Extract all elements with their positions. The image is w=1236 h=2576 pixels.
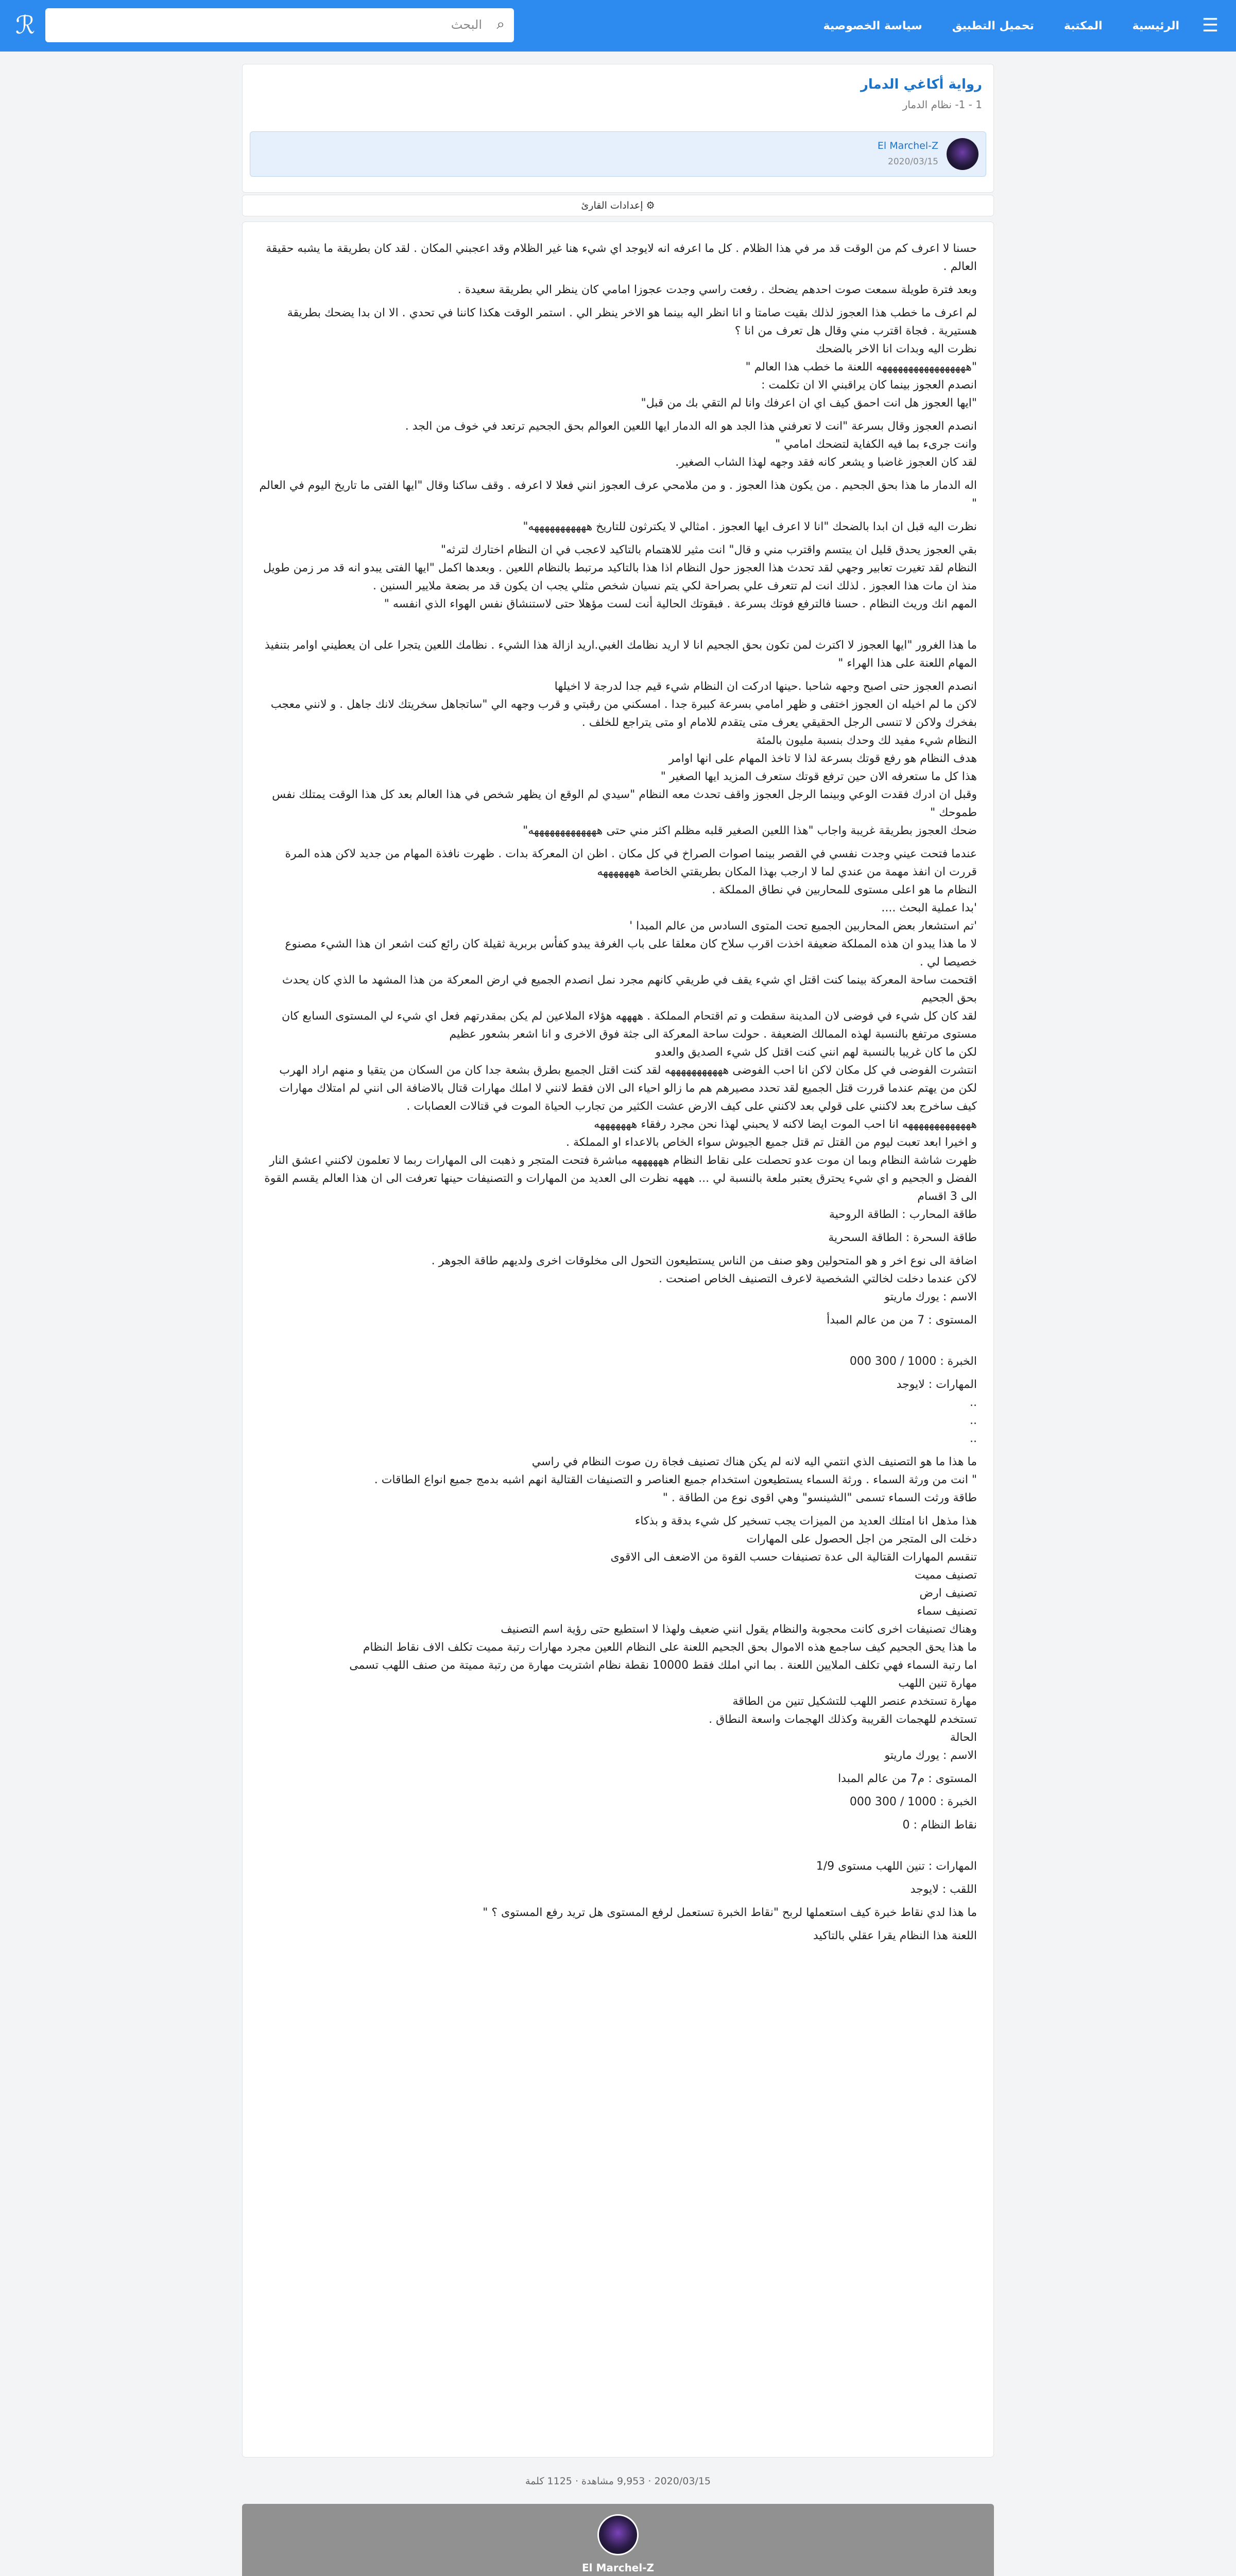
author-panel (242, 2504, 994, 2576)
publish-date: 2020/03/15 (888, 157, 938, 167)
chapter-paragraph: المستوى : م7 من عالم المبدا (838, 1772, 977, 1785)
chapter-paragraph: انصدم العجوز وقال بسرعة "انت لا تعرفني هذا الجد هو اله الدمار ايها اللعين العوالم بحق الجحيم ترتعد في خوف من الجد . وانت جرىء بما فيه الكفاية لتضحك امامي " لقد كان العجوز غاضبا و يشعر كانه فقد وجهه لهذا الشاب الصغير. (405, 420, 977, 469)
gear-icon: ⚙ (646, 200, 655, 211)
logo-icon[interactable]: ℛ (15, 11, 36, 40)
chapter-paragraph: الخبرة : 1000 / 300 000 (849, 1795, 977, 1808)
menu-icon[interactable]: ☰ (1201, 15, 1219, 36)
chapter-paragraph (259, 1839, 977, 1857)
chapter-paragraph: بقي العجوز يحدق قليل ان يبتسم واقترب مني و قال" انت مثير للاهتمام بالتاكيد لاعجب في ان النظام اختارك لترثه" النظام لقد تغيرت تعابير وجهي لقد تحدث هذا العجوز حول النظام اذا هذا بالتاكيد مرتبط بالنظام اللعين . وبعدها اكمل "ايها الفتى يبدو انه قد مر زمن طويل منذ ان مات هذا العجوز . لذلك انت لم تتعرف علي بصراحة لكي يتم نسيان شخص مثلي يجب ان يكون قد مر بضعة ملايير السنين . المهم انك وريث النظام . حسنا فالترفع فوتك بسرعة . فبقوتك الحالية أنت لست مؤهلا حتى لاستنشاق نفس الهواء الذي انفسه " (263, 544, 977, 611)
chapter-paragraph: نظرت اليه قبل ان ابدا بالضحك "انا لا اعرف ايها العجوز . امثالي لا يكترثون للتاريخ هههههههههههه" (523, 520, 977, 533)
chapter-paragraph: المستوى : 7 من من عالم المبدأ (827, 1314, 977, 1327)
author-box[interactable] (250, 131, 986, 177)
meta-date: 2020/03/15 (654, 2476, 711, 2487)
chapter-paragraph (259, 618, 977, 636)
main-nav (823, 0, 1179, 52)
reader-settings-label (243, 200, 993, 211)
top-bar (0, 0, 1236, 52)
nav-home[interactable]: الرئيسية (1132, 19, 1179, 32)
nav-privacy-policy[interactable]: سياسة الخصوصية (823, 19, 922, 32)
chapter-paragraph: اللقب : لايوجد (910, 1883, 977, 1896)
avatar[interactable] (947, 138, 978, 170)
chapter-subtitle: 1 - 1- نظام الدمار (902, 98, 982, 111)
author-panel-name[interactable]: El Marchel-Z (581, 2562, 655, 2574)
chapter-paragraph: هذا مذهل انا امتلك العديد من الميزات يجب تسخير كل شيء بدقة و بذكاء دخلت الى المتجر من اجل الحصول على المهارات تنقسم المهارات القتالية الى عدة تصنيفات حسب القوة من الاضعف الى الاقوى تصنيف مميت تصنيف ارض تصنيف سماء وهناك تصنيفات اخرى كانت محجوبة والنظام يقول انني ضعيف ولهذا لا استطيع حتى رؤية اسم التصنيف ما هذا يحق الجحيم كيف ساجمع هذه الاموال بحق الجحيم اللعنة على النظام اللعين مجرد مهارات رتبة مميت تكلف الاف نقاط النظام اما رتبة السماء فهي تكلف الملايين اللعنة . بما اني املك فقط 10000 نقطة نظام اشتريت مهارة من رتبة مميتة من صنف اللهب تسمى مهارة تنين اللهب مهارة تستخدم عنصر اللهب للتشكيل تنين من الطاقة تستخدم للهجمات القريبة وكذلك الهجمات واسعة النطاق . الحالة الاسم : يورك ماريتو (349, 1515, 977, 1762)
chapter-paragraph: المهارات : تنين اللهب مستوى 1/9 (816, 1860, 977, 1873)
chapter-content (242, 222, 994, 2458)
chapter-paragraph: الخبرة : 1000 / 300 000 (849, 1355, 977, 1368)
chapter-paragraph: ما هذا لدي نقاط خبرة كيف استعملها لربح "نقاط الخبرة تستعمل لرفع المستوى هل تريد رفع المستوى ؟ " (483, 1906, 977, 1919)
meta-words: 1125 كلمة (525, 2476, 572, 2487)
reader-settings-text: إعدادات القارئ (581, 200, 643, 211)
meta-views: 9,953 مشاهدة (581, 2476, 645, 2487)
search-icon[interactable]: ⌕ (496, 15, 505, 32)
chapter-paragraph (259, 1334, 977, 1352)
reader-settings-button[interactable] (242, 195, 994, 216)
chapter-text (259, 240, 977, 1950)
novel-title[interactable]: رواية أكاغي الدمار (860, 77, 982, 92)
meta-separator: · (648, 2476, 651, 2487)
chapter-paragraph: وبعد فترة طويلة سمعت صوت احدهم يضحك . رفعت راسي وجدت عجوزا امامي كان ينظر الي بطريقة سعيدة . (457, 283, 977, 296)
chapter-paragraph: ما هذا الغرور "ايها العجوز لا اكترث لمن تكون بحق الجحيم انا لا اريد نظامك الغبي.اريد ازالة هذا الشيء . نظامك اللعين يتجرا على ان يعطيني اوامر بتنفيذ المهام اللعنة على هذا الهراء " (265, 639, 977, 670)
chapter-paragraph: ما هذا ما هو التصنيف الذي انتمي اليه لانه لم يكن هناك تصنيف فجاة رن صوت النظام في راسي " انت من ورثة السماء . ورثة السماء يستطيعون استخدام جميع العناصر و التصنيفات القتالية انهم اشبه بدمج جميع انواع الطاقات . طاقة ورثت السماء تسمى "الشينسو" وهي اقوى نوع من الطاقة . " (374, 1455, 977, 1504)
search-input[interactable] (45, 8, 514, 42)
chapter-paragraph: اله الدمار ما هذا بحق الجحيم . من يكون هذا العجوز . و من ملامحي عرف العجوز انني فعلا لا اعرفه . وقف ساكنا وقال "ايها الفتى ما تاريخ اليوم في العالم " (259, 479, 977, 510)
search-placeholder: البحث (451, 18, 482, 32)
chapter-paragraph: طاقة السحرة : الطاقة السحرية (828, 1231, 977, 1244)
chapter-paragraph: لم اعرف ما خطب هذا العجوز لذلك بقيت صامتا و انا انظر اليه بينما هو الاخر ينظر الي . استمر الوقت هكذا كاننا في تحدي . الا ان بدا يضحك بطريقة هستيرية . فجاة اقترب مني وقال هل تعرف من انا ؟ نظرت اليه وبدات انا الاخر بالضحك "هههههههههههههههههه اللعنة ما خطب هذا العالم " انصدم العجوز بينما كان يراقبني الا ان تكلمت : "ايها العجوز هل انت احمق كيف اي ان اعرفك وانا لم التقي بك من قبل" (287, 307, 977, 410)
chapter-header (242, 64, 994, 193)
meta-separator: · (575, 2476, 578, 2487)
chapter-paragraph: المهارات : لايوجد .. .. .. (896, 1378, 977, 1445)
chapter-meta (242, 2476, 994, 2487)
author-name[interactable]: El Marchel-Z (877, 140, 938, 151)
chapter-paragraph: نقاط النظام : 0 (902, 1819, 977, 1832)
chapter-paragraph: حسنا لا اعرف كم من الوقت قد مر في هذا الظلام . كل ما اعرفه انه لايوجد اي شيء هنا غير الظلام وقد اعجبني المكان . لقد كان بطريقة ما يشبه حقيقة العالم . (266, 242, 977, 273)
chapter-paragraph: اللعنة هذا النظام يقرا عقلي بالتاكيد (813, 1929, 977, 1942)
chapter-paragraph: انصدم العجوز حتى اصبح وجهه شاحبا .حينها ادركت ان النظام شيء قيم جدا لدرجة لا اخيلها لاكن ما لم اخيله ان العجوز اختفى و ظهر امامي بسرعة كبيرة جدا . امسكني من رقبتي و قرب وجهه الي "ساتجاهل سخريتك لانك جاهل . و لانني معجب بفخرك ولاكن لا تنسى الرجل الحقيقي يعرف متى يتقدم للامام او متى يتراجع للخلف . النظام شيء مفيد لك وحدك بنسبة مليون بالمئة هدف النظام هو رفع قوتك بسرعة لذا لا تاخذ المهام على انها اوامر هذا كل ما ستعرفه الان حين ترفع قوتك ستعرف المزيد ايها الصغير " وقبل ان ادرك فقدت الوعي وبينما الرجل العجوز واقف تحدث معه النظام "سيدي لم الوقع ان يظهر شخص في هذا العالم بعد كل هذا الوقت يمتلك نفس طموحك " ضحك العجوز بطريقة غريبة واجاب "هذا اللعين الصغير قلبه مظلم اكثر مني حتى هههههههههههههه" (270, 680, 977, 837)
chapter-paragraph: عندما فتحت عيني وجدت نفسي في القصر بينما اصوات الصراخ في كل مكان . اظن ان المعركة بدات . ظهرت نافذة المهام من جديد لاكن هذه المرة قررت ان انفذ مهمة من عندي لما لا ارجب بهذا المكان بطريقتي الخاصة هههههههه النظام ما هو اعلى مستوى للمحاربين في نطاق المملكة . 'بدا عملية البحث .... 'تم استشعار بعض المحاربين الجميع تحت المتوى السادس من عالم المبدا ' لا ما هذا يبدو ان هذه المملكة ضعيفة اخذت اقرب سلاح كان معلقا على باب الغرفة يبدو كفأس بربرية ثقيلة كان رائع كنت اشعر ان هذا الشيء مصنوع خصيصا لي . اقتحمت ساحة المعركة بينما كنت اقتل اي شيء يقف في طريقي كانهم مجرد نمل انصدم الجميع في ارض المعركة من هذا المشهد ما الذي كان يحدث بحق الجحيم لقد كان كل شيء في فوضى لان المدينة سقطت و تم اقتحام المملكة . ههههه هؤلاء الملاعين لم يكن بمقدرتهم فعل اي شيء لي المستوى السابع كان مستوى مرتفع بالنسبة لهذه الممالك الضعيفة . حولت ساحة المعركة الى جثة فوق الاخرى و انا اشعر بشعور عظيم لكن ما كان غريبا بالنسبة لهم انني كنت اقتل كل شيء الصديق والعدو انتشرت الفوضى في كل مكان لاكن انا احب الفوضى هههههههههههه لقد كنت اقتل الجميع بطرق بشعة جدا كان من السكان من يتقيا و منهم اراد الهرب لكن من يهتم عندما قررت قتل الجميع لقد تحدد مصيرهم هم ما زالو احياء الى الان فقط لانني لا املك مهارات قتال بالاضافة الى انني لم امتلاك مهارات كيف ساخرج بعد لاكنني على قولي بعد لاكنني على كيف الارض عشت الكثير من تجارب الحياة الموت في قتالات العصابات . هههههههههههههه انا احب الموت ايضا لاكنه لا يحبني لهذا نحن مجرد رفقاء هههههههه و اخيرا ابعد تعبت ليوم من القتل تم قتل جميع الجيوش سواء الخاص بالاعداء او المملكة . ظهرت شاشة النظام وبما ان موت عدو تحصلت على نقاط النظام ههههههه مباشرة فتحت المتجر و ذهبت الى المهارات ربما لا تعلمون لاكنني اعشق النار الفضل و الجحيم و اي شيء يحترق يعتبر ملعة بالنسبة لي ... هههه نظرت الى العديد من المهارات و التصنيفات حينها تعرفت الى ان هذا العالم يقسم القوة الى 3 اقسام طاقة المحارب : الطاقة الروحية (264, 848, 977, 1221)
nav-download-app[interactable]: تحميل التطبيق (952, 19, 1034, 32)
nav-library[interactable]: المكتبة (1063, 19, 1103, 32)
avatar[interactable] (597, 2514, 639, 2555)
chapter-paragraph: اضافة الى نوع اخر و هو المتحولين وهو صنف من الناس يستطيعون التحول الى مخلوقات اخرى ولديهم طاقة الجوهر . لاكن عندما دخلت لخالتي الشخصية لاعرف التصنيف الخاص اصنحت . الاسم : يورك ماريتو (431, 1255, 977, 1303)
